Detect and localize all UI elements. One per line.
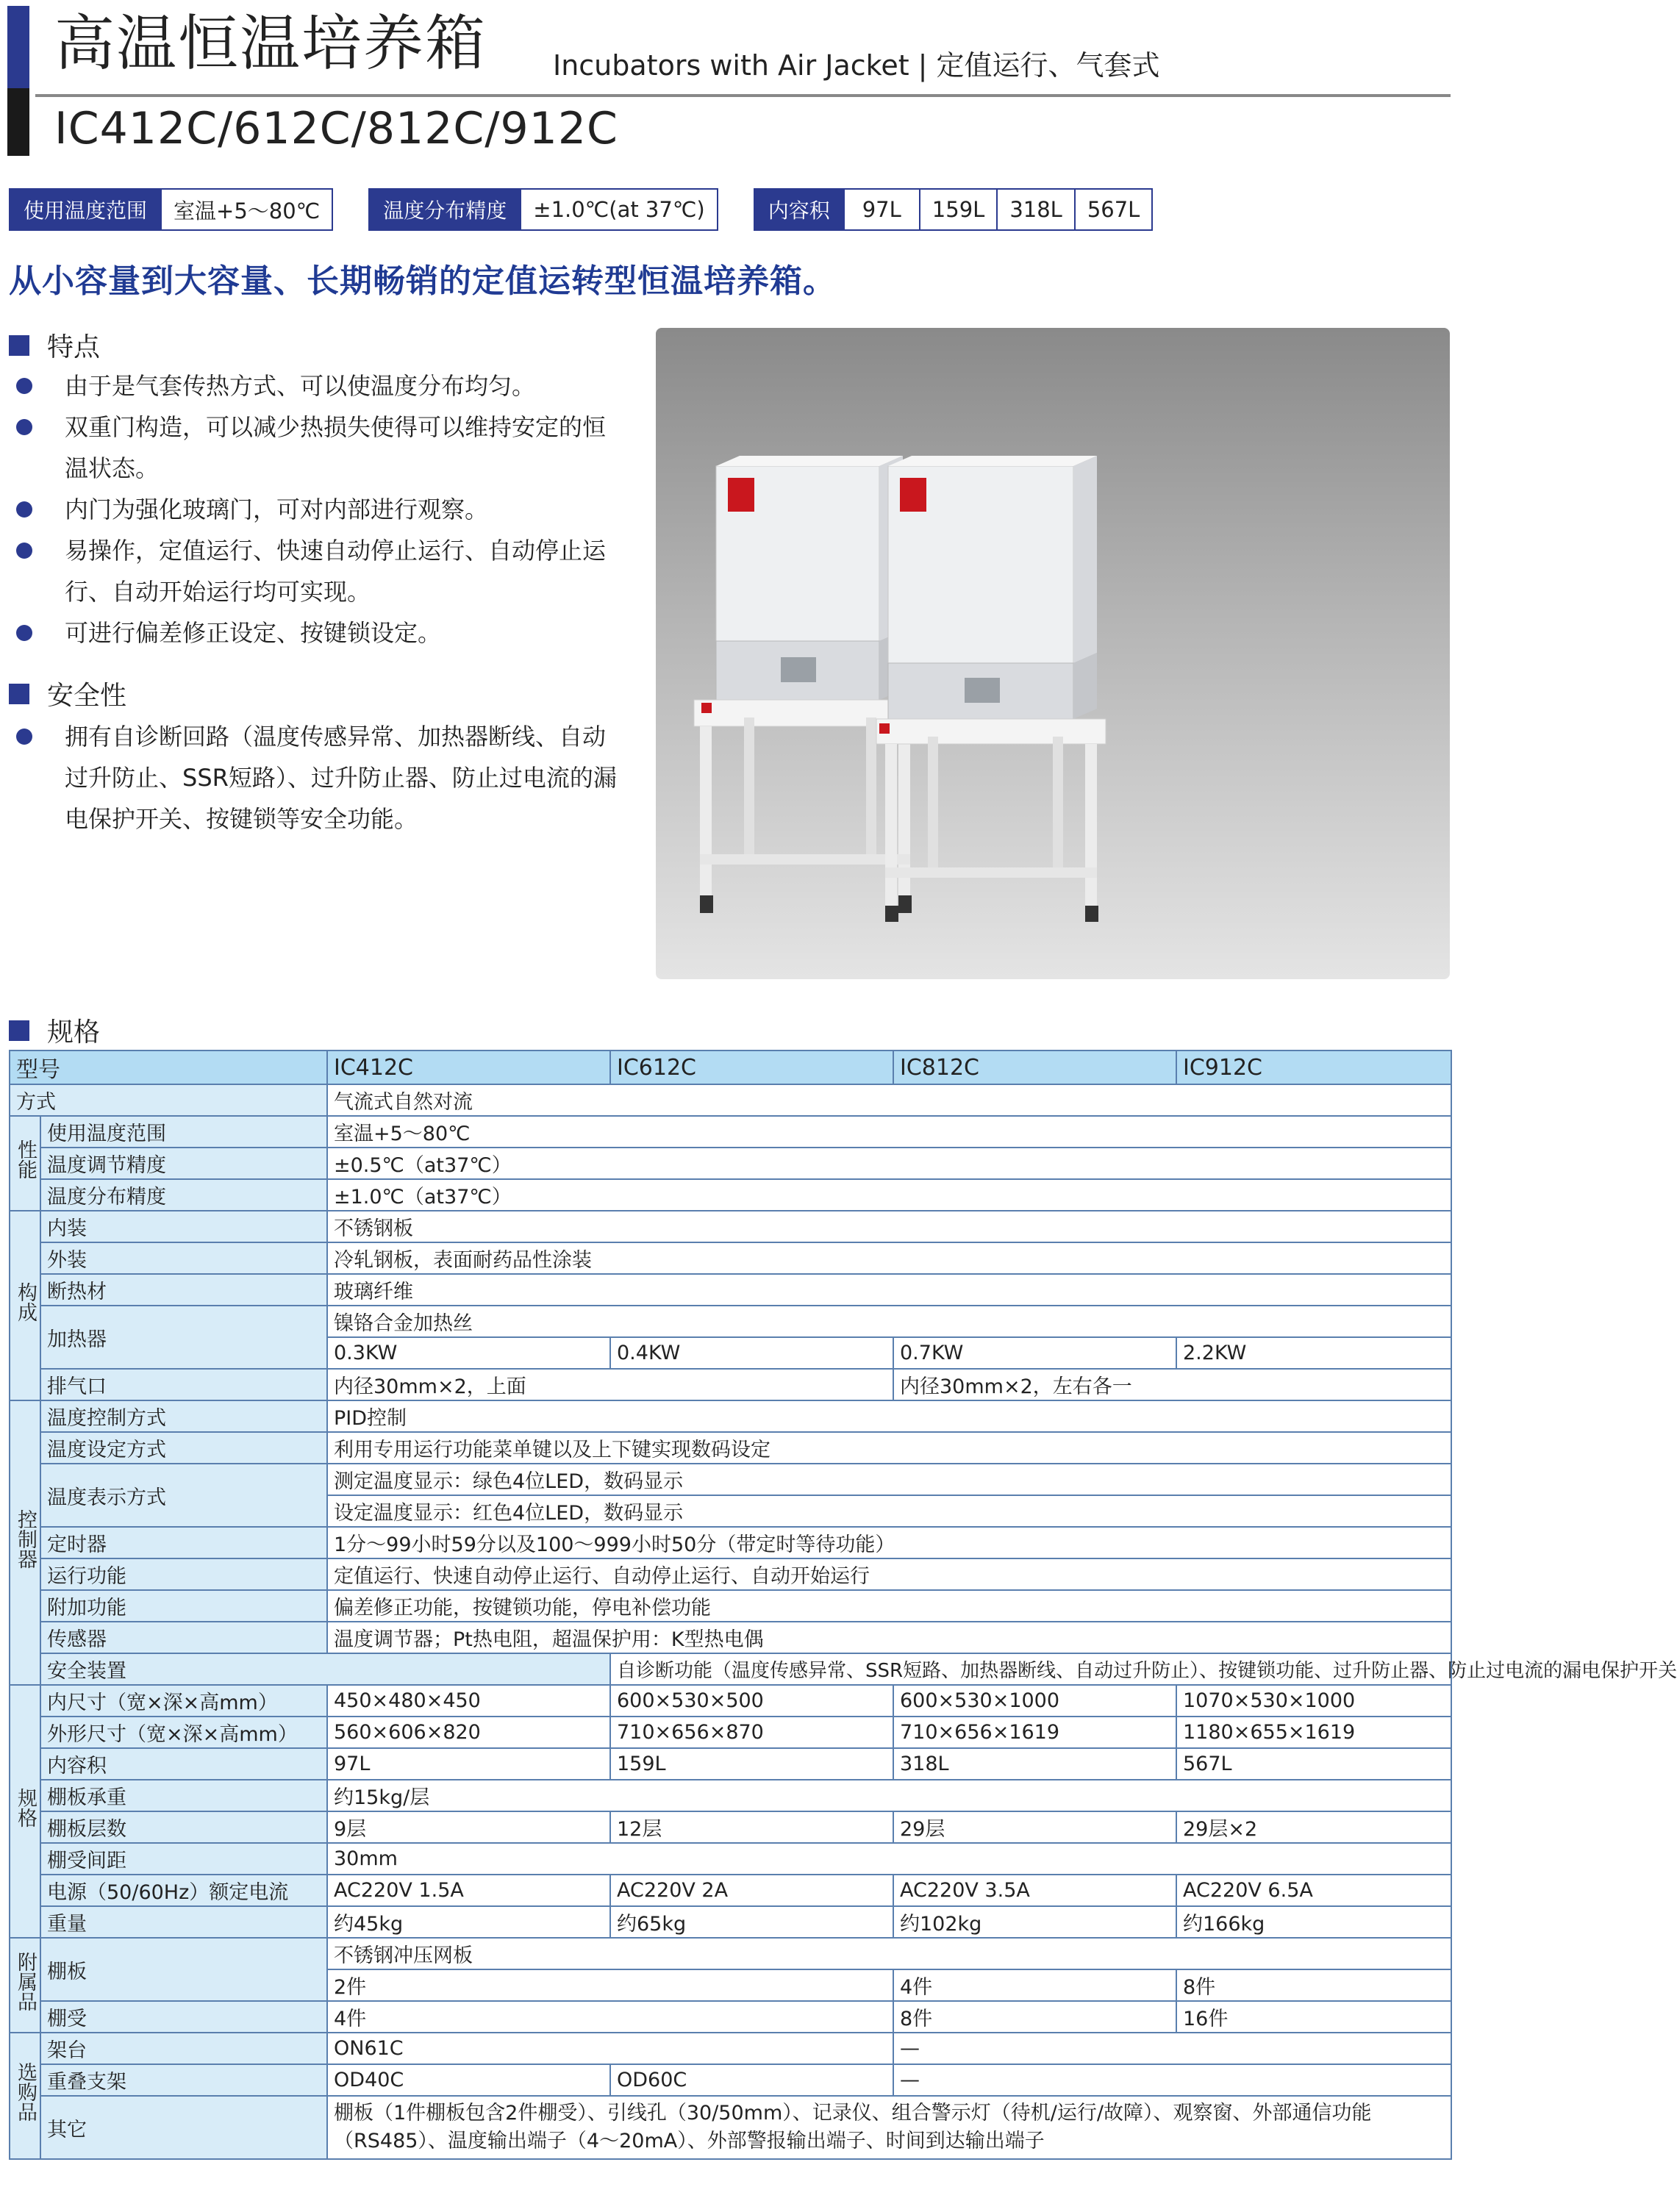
- row-label: 排气口: [40, 1369, 327, 1400]
- row-label: 附加功能: [40, 1590, 327, 1622]
- table-row: [10, 1558, 1451, 1590]
- table-header-row: [10, 1050, 1451, 1084]
- page-title: 高温恒温培养箱: [54, 9, 487, 79]
- row-label: 加热器: [40, 1306, 327, 1369]
- category-options: [10, 2033, 40, 2159]
- table-row: [10, 1875, 1451, 1906]
- row-label: 重量: [40, 1906, 327, 1938]
- row-value: 自诊断功能（温度传感异常、SSR短路、加热器断线、自动过升防止）、按键锁功能、过升防止器、防止过电流的漏电保护开关: [610, 1653, 1451, 1685]
- table-row: [10, 1811, 1451, 1843]
- chip-value: 318L: [996, 190, 1074, 229]
- list-item-text: 内门为强化玻璃门，可对内部进行观察。: [65, 495, 489, 523]
- incubators-illustration: [656, 328, 1450, 979]
- table-row: [10, 1432, 1451, 1464]
- row-label: 外装: [40, 1242, 327, 1274]
- table-row: [10, 1464, 1451, 1495]
- safety-heading-text: 安全性: [47, 681, 127, 711]
- table-row: [10, 2096, 1451, 2159]
- row-value: 偏差修正功能，按键锁功能，停电补偿功能: [327, 1590, 1451, 1622]
- row-value: 16件: [1176, 2001, 1451, 2033]
- row-value: 约166kg: [1176, 1906, 1451, 1938]
- row-value: AC220V 1.5A: [327, 1875, 610, 1906]
- row-value: 97L: [327, 1748, 610, 1780]
- spec-heading: [9, 1012, 100, 1049]
- row-label: 使用温度范围: [40, 1116, 327, 1148]
- category-label: 构成: [14, 1281, 37, 1322]
- chip-value: 567L: [1074, 190, 1152, 229]
- bullet-icon: [16, 625, 32, 641]
- list-item: [9, 407, 626, 489]
- row-value: 4件: [327, 2001, 893, 2033]
- list-item: [9, 489, 626, 530]
- table-row: [10, 1590, 1451, 1622]
- header-ic812c: IC812C: [893, 1050, 1176, 1084]
- row-value: 4件: [893, 1969, 1176, 2001]
- row-value: 0.3KW: [327, 1337, 610, 1369]
- row-label: 架台: [40, 2033, 327, 2064]
- row-value: 30mm: [327, 1843, 1451, 1875]
- spec-chips: [9, 188, 1188, 231]
- row-value: 利用专用运行功能菜单键以及上下键实现数码设定: [327, 1432, 1451, 1464]
- header-ic912c: IC912C: [1176, 1050, 1451, 1084]
- row-value: ±0.5℃（at37℃）: [327, 1148, 1451, 1179]
- row-value: 29层×2: [1176, 1811, 1451, 1843]
- row-value: 450×480×450: [327, 1685, 610, 1717]
- features-heading: [9, 326, 100, 364]
- category-accessories: [10, 1938, 40, 2033]
- header-ic412c: IC412C: [327, 1050, 610, 1084]
- row-label: 棚受间距: [40, 1843, 327, 1875]
- row-value: 设定温度显示：红色4位LED，数码显示: [327, 1495, 1451, 1527]
- uniformity-chip: [368, 188, 718, 231]
- features-heading-text: 特点: [47, 332, 101, 362]
- row-value: 567L: [1176, 1748, 1451, 1780]
- row-value: 560×606×820: [327, 1717, 610, 1748]
- row-value: ±1.0℃（at37℃）: [327, 1179, 1451, 1211]
- table-row: [10, 1622, 1451, 1653]
- row-value: —: [893, 2033, 1451, 2064]
- row-label: 棚板层数: [40, 1811, 327, 1843]
- row-value: 镍铬合金加热丝: [327, 1306, 1451, 1337]
- list-item: [9, 612, 626, 654]
- category-label: 规格: [14, 1787, 37, 1828]
- row-value: ON61C: [327, 2033, 893, 2064]
- category-specs: [10, 1685, 40, 1938]
- table-row: [10, 1938, 1451, 1969]
- row-label: 运行功能: [40, 1558, 327, 1590]
- features-list: [9, 365, 626, 654]
- yamato-logo-icon: [900, 478, 926, 512]
- incubator-right: [876, 456, 1106, 922]
- table-row: [10, 1179, 1451, 1211]
- row-value: 内径30mm×2，左右各一: [893, 1369, 1451, 1400]
- row-label: 断热材: [40, 1274, 327, 1306]
- row-value: 710×656×1619: [893, 1717, 1176, 1748]
- row-value: 159L: [610, 1748, 893, 1780]
- row-value: 9层: [327, 1811, 610, 1843]
- table-row: [10, 1116, 1451, 1148]
- row-value: 气流式自然对流: [327, 1084, 1451, 1116]
- model-numbers: IC412C/612C/812C/912C: [54, 103, 618, 154]
- table-row: [10, 1211, 1451, 1242]
- section-square-icon: [9, 1020, 29, 1041]
- chip-value: 室温+5～80℃: [160, 190, 332, 229]
- row-value: AC220V 2A: [610, 1875, 893, 1906]
- chip-value: ±1.0℃(at 37℃): [520, 190, 716, 229]
- table-row: [10, 1369, 1451, 1400]
- row-label: 其它: [40, 2096, 327, 2159]
- list-item: [9, 530, 626, 612]
- chip-label: 温度分布精度: [370, 190, 520, 229]
- table-row: [10, 1527, 1451, 1558]
- table-row: [10, 1780, 1451, 1811]
- table-row: [10, 1084, 1451, 1116]
- list-item-text: 由于是气套传热方式、可以使温度分布均匀。: [65, 372, 536, 400]
- row-value: AC220V 3.5A: [893, 1875, 1176, 1906]
- row-value: AC220V 6.5A: [1176, 1875, 1451, 1906]
- row-value: 约45kg: [327, 1906, 610, 1938]
- row-label: 温度分布精度: [40, 1179, 327, 1211]
- row-value: 318L: [893, 1748, 1176, 1780]
- bullet-icon: [16, 419, 32, 435]
- row-label: 棚受: [40, 2001, 327, 2033]
- category-label: 控制器: [14, 1508, 37, 1569]
- table-row: [10, 1653, 1451, 1685]
- chip-label: 内容积: [755, 190, 843, 229]
- title-accent-bar: [7, 6, 29, 156]
- list-item: [9, 365, 626, 407]
- table-row: [10, 1306, 1451, 1337]
- table-row: [10, 1400, 1451, 1432]
- row-value: 玻璃纤维: [327, 1274, 1451, 1306]
- table-row: [10, 1906, 1451, 1938]
- list-item-text: 易操作，定值运行、快速自动停止运行、自动停止运行、自动开始运行均可实现。: [65, 537, 607, 606]
- yamato-logo-icon: [728, 478, 754, 512]
- safety-heading: [9, 675, 126, 712]
- row-value: 1070×530×1000: [1176, 1685, 1451, 1717]
- bullet-icon: [16, 543, 32, 559]
- row-value: 室温+5～80℃: [327, 1116, 1451, 1148]
- row-value: 710×656×870: [610, 1717, 893, 1748]
- header-ic612c: IC612C: [610, 1050, 893, 1084]
- row-label: 外形尺寸（宽×深×高mm）: [40, 1717, 327, 1748]
- row-value: OD60C: [610, 2064, 893, 2096]
- row-value: 29层: [893, 1811, 1176, 1843]
- row-value: 冷轧钢板，表面耐药品性涂装: [327, 1242, 1451, 1274]
- table-row: [10, 1685, 1451, 1717]
- row-label: 重叠支架: [40, 2064, 327, 2096]
- row-label: 安全装置: [40, 1653, 610, 1685]
- row-value: 8件: [893, 2001, 1176, 2033]
- table-row: [10, 1274, 1451, 1306]
- page-subtitle: Incubators with Air Jacket | 定值运行、气套式: [553, 49, 1160, 82]
- row-value: 600×530×1000: [893, 1685, 1176, 1717]
- spec-table: [9, 1050, 1677, 2160]
- table-row: [10, 2033, 1451, 2064]
- row-value: OD40C: [327, 2064, 610, 2096]
- category-label: 附属品: [14, 1951, 37, 2011]
- title-divider: [35, 94, 1451, 97]
- row-label: 温度表示方式: [40, 1464, 327, 1527]
- row-value: 定值运行、快速自动停止运行、自动停止运行、自动开始运行: [327, 1558, 1451, 1590]
- table-row: [10, 1843, 1451, 1875]
- table-row: [10, 1717, 1451, 1748]
- row-label: 温度调节精度: [40, 1148, 327, 1179]
- table-row: [10, 1748, 1451, 1780]
- header-model: 型号: [10, 1050, 327, 1084]
- row-value: 温度调节器；Pt热电阻，超温保护用：K型热电偶: [327, 1622, 1451, 1653]
- chip-value: 159L: [919, 190, 997, 229]
- list-item-text: 双重门构造，可以减少热损失使得可以维持安定的恒温状态。: [65, 413, 607, 482]
- row-value: 0.7KW: [893, 1337, 1176, 1369]
- product-photo: [656, 328, 1450, 979]
- row-value: 约65kg: [610, 1906, 893, 1938]
- section-square-icon: [9, 335, 29, 356]
- row-value: 内径30mm×2，上面: [327, 1369, 893, 1400]
- section-square-icon: [9, 684, 29, 704]
- temp-range-chip: [9, 188, 333, 231]
- tagline: 从小容量到大容量、长期畅销的定值运转型恒温培养箱。: [9, 262, 836, 300]
- row-value: 2.2KW: [1176, 1337, 1451, 1369]
- row-label: 定时器: [40, 1527, 327, 1558]
- row-value: 2件: [327, 1969, 893, 2001]
- chip-label: 使用温度范围: [10, 190, 160, 229]
- row-label: 温度设定方式: [40, 1432, 327, 1464]
- list-item-text: 可进行偏差修正设定、按键锁设定。: [65, 619, 442, 647]
- row-value: 1180×655×1619: [1176, 1717, 1451, 1748]
- row-label: 内装: [40, 1211, 327, 1242]
- row-value: 不锈钢冲压网板: [327, 1938, 1451, 1969]
- table-row: [10, 1242, 1451, 1274]
- table-row: [10, 1148, 1451, 1179]
- spec-heading-text: 规格: [47, 1017, 101, 1048]
- bullet-icon: [16, 501, 32, 518]
- list-item: [9, 716, 626, 840]
- row-value: 棚板（1件棚板包含2件棚受）、引线孔（30/50mm）、记录仪、组合警示灯（待机/运行/故障）、观察窗、外部通信功能（RS485）、温度输出端子（4～20mA）、外部警报输出端子、时间到达输出端子: [327, 2096, 1451, 2159]
- category-label: 性能: [14, 1139, 37, 1179]
- safety-list: [9, 716, 626, 840]
- row-value: 测定温度显示：绿色4位LED，数码显示: [327, 1464, 1451, 1495]
- row-label: 方式: [10, 1084, 327, 1116]
- row-label: 内容积: [40, 1748, 327, 1780]
- row-value: 12层: [610, 1811, 893, 1843]
- category-label: 选购品: [14, 2062, 37, 2122]
- category-controller: [10, 1400, 40, 1685]
- row-label: 棚板: [40, 1938, 327, 2001]
- row-label: 内尺寸（宽×深×高mm）: [40, 1685, 327, 1717]
- row-label: 传感器: [40, 1622, 327, 1653]
- bullet-icon: [16, 729, 32, 745]
- row-value: —: [893, 2064, 1451, 2096]
- row-label: 棚板承重: [40, 1780, 327, 1811]
- row-value: 约15kg/层: [327, 1780, 1451, 1811]
- table-row: [10, 2001, 1451, 2033]
- volume-chip: [754, 188, 1154, 231]
- list-item-text: 拥有自诊断回路（温度传感异常、加热器断线、自动过升防止、SSR短路）、过升防止器、防止过电流的漏电保护开关、按键锁等安全功能。: [65, 723, 617, 833]
- row-value: 1分～99小时59分以及100～999小时50分（带定时等待功能）: [327, 1527, 1451, 1558]
- row-value: PID控制: [327, 1400, 1451, 1432]
- category-performance: [10, 1116, 40, 1211]
- bullet-icon: [16, 378, 32, 394]
- row-value: 0.4KW: [610, 1337, 893, 1369]
- category-construction: [10, 1211, 40, 1400]
- row-label: 电源（50/60Hz）额定电流: [40, 1875, 327, 1906]
- row-value: 约102kg: [893, 1906, 1176, 1938]
- title-accent-bar-dark: [7, 88, 29, 156]
- chip-value: 97L: [843, 190, 919, 229]
- row-label: 温度控制方式: [40, 1400, 327, 1432]
- row-value: 不锈钢板: [327, 1211, 1451, 1242]
- row-value: 600×530×500: [610, 1685, 893, 1717]
- row-value: 8件: [1176, 1969, 1451, 2001]
- table-row: [10, 2064, 1451, 2096]
